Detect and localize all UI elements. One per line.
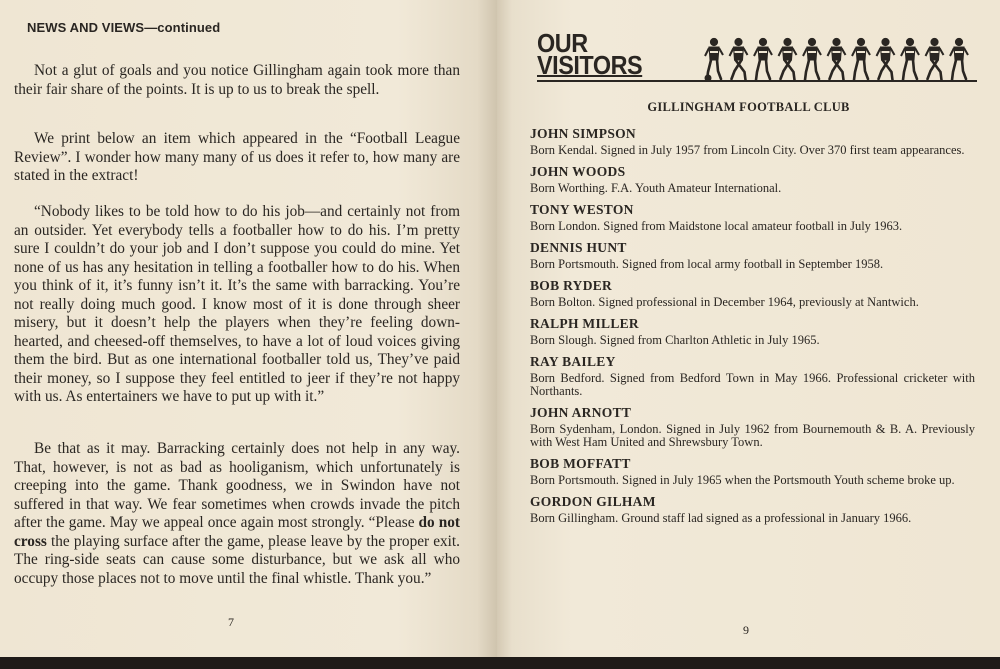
appeal-text-start: Be that as it may. Barracking certainly does not help in any way. That, however, is not as bad as hooliganism, which unfortunately is creeping into the game. Thank goodness, we in Swindon have not suffered in that way. We fear sometimes when crowds invade the pitch after the game. May we appeal once again most strongly. “Please — [14, 440, 460, 531]
footballer-figure — [926, 38, 944, 80]
right-page — [497, 0, 1000, 657]
paragraph-appeal — [14, 440, 460, 588]
player-entry — [530, 404, 975, 449]
paragraph-review-intro: We print below an item which appeared in the “Football League Review”. I wonder how many many of us does it refer to, how many are stated in the extract! — [14, 130, 460, 184]
paragraph-quote: “Nobody likes to be told how to do his job—and certainly not from an outsider. Yet everybody tells a footballer how to do his. I’m pretty sure I couldn’t do your job and I don’t suppose you could do mine. Yet none of us has any hesitation in telling a footballer how to do his. When you think of it, it’s funny isn’t it. It’s the same with barracking. You’re not really doing much good. I know most of it is done through sheer misery, but it doesn’t help the players when they’re feeling down-hearted, and cheesed-off themselves, to have a lot of loud voices giving them the bird. But as one international footballer told us, They’ve paid their money, so I suppose they feel entitled to jeer if they’re not happy with us. As entertainers we have to put up with it.” — [14, 203, 460, 405]
title-visitors: VISITORS — [537, 50, 643, 80]
player-description: Born Portsmouth. Signed from local army football in September 1958. — [530, 257, 884, 271]
player-description: Born Worthing. F.A. Youth Amateur International. — [530, 181, 782, 195]
footballers-silhouette-icon — [702, 36, 982, 84]
section-header: NEWS AND VIEWS—continued — [27, 20, 221, 35]
player-description: Born Bolton. Signed professional in December 1964, previously at Nantwich. — [530, 295, 919, 309]
player-name: RAY BAILEY — [530, 354, 616, 369]
footballer-figure — [754, 38, 772, 80]
bottom-edge — [0, 657, 1000, 669]
title-our: OUR — [537, 28, 588, 58]
club-heading: GILLINGHAM FOOTBALL CLUB — [647, 100, 850, 114]
player-description: Born Bedford. Signed from Bedford Town in May 1966. Professional cricketer with Northants. — [530, 371, 975, 398]
appeal-emphasis: do not cross — [14, 514, 460, 550]
footballer-figure — [877, 38, 895, 80]
player-name: BOB MOFFATT — [530, 456, 631, 471]
player-name: RALPH MILLER — [530, 316, 639, 331]
player-name: JOHN SIMPSON — [530, 126, 636, 141]
footballer-figure — [803, 38, 821, 80]
player-entry — [530, 163, 975, 195]
player-entry — [530, 455, 975, 487]
footballer-figure — [705, 38, 723, 80]
player-entry — [530, 315, 975, 347]
page-number-right: 9 — [743, 623, 749, 637]
player-entry — [530, 353, 975, 398]
left-page — [0, 0, 497, 657]
player-name: JOHN ARNOTT — [530, 405, 632, 420]
footballer-figure — [852, 38, 870, 80]
footballer-figure — [828, 38, 846, 80]
player-name: JOHN WOODS — [530, 164, 626, 179]
paragraph-goals: Not a glut of goals and you notice Gillingham again took more than their fair share of the points. It is up to us to break the spell. — [14, 62, 460, 98]
player-description: Born Sydenham, London. Signed in July 1962 from Bournemouth & B. A. Previously with West Ham United and Shrewsbury Town. — [530, 422, 975, 449]
player-list — [530, 125, 975, 531]
player-name: DENNIS HUNT — [530, 240, 627, 255]
appeal-text-end: the playing surface after the game, please leave by the proper exit. The ring-side seats can cause some disturbance, but we ask all who occupy those places not to move until the final whistle. Thank you.” — [14, 532, 460, 587]
player-description: Born Slough. Signed from Charlton Athletic in July 1965. — [530, 333, 820, 347]
player-entry — [530, 493, 975, 525]
footballer-figure — [901, 38, 919, 80]
player-description: Born Gillingham. Ground staff lad signed as a professional in January 1966. — [530, 511, 912, 525]
page-number-left: 7 — [228, 615, 234, 629]
player-entry — [530, 277, 975, 309]
player-description: Born Kendal. Signed in July 1957 from Lincoln City. Over 370 first team appearances. — [530, 143, 965, 157]
player-description: Born London. Signed from Maidstone local amateur football in July 1963. — [530, 219, 903, 233]
footballer-figure — [950, 38, 968, 80]
player-entry — [530, 125, 975, 157]
player-entry — [530, 239, 975, 271]
player-entry — [530, 201, 975, 233]
player-name: GORDON GILHAM — [530, 494, 656, 509]
footballer-figure — [779, 38, 797, 80]
player-description: Born Portsmouth. Signed in July 1965 when the Portsmouth Youth scheme broke up. — [530, 473, 955, 487]
player-name: TONY WESTON — [530, 202, 634, 217]
footballer-figure — [730, 38, 748, 80]
player-name: BOB RYDER — [530, 278, 613, 293]
football-icon — [705, 75, 712, 82]
